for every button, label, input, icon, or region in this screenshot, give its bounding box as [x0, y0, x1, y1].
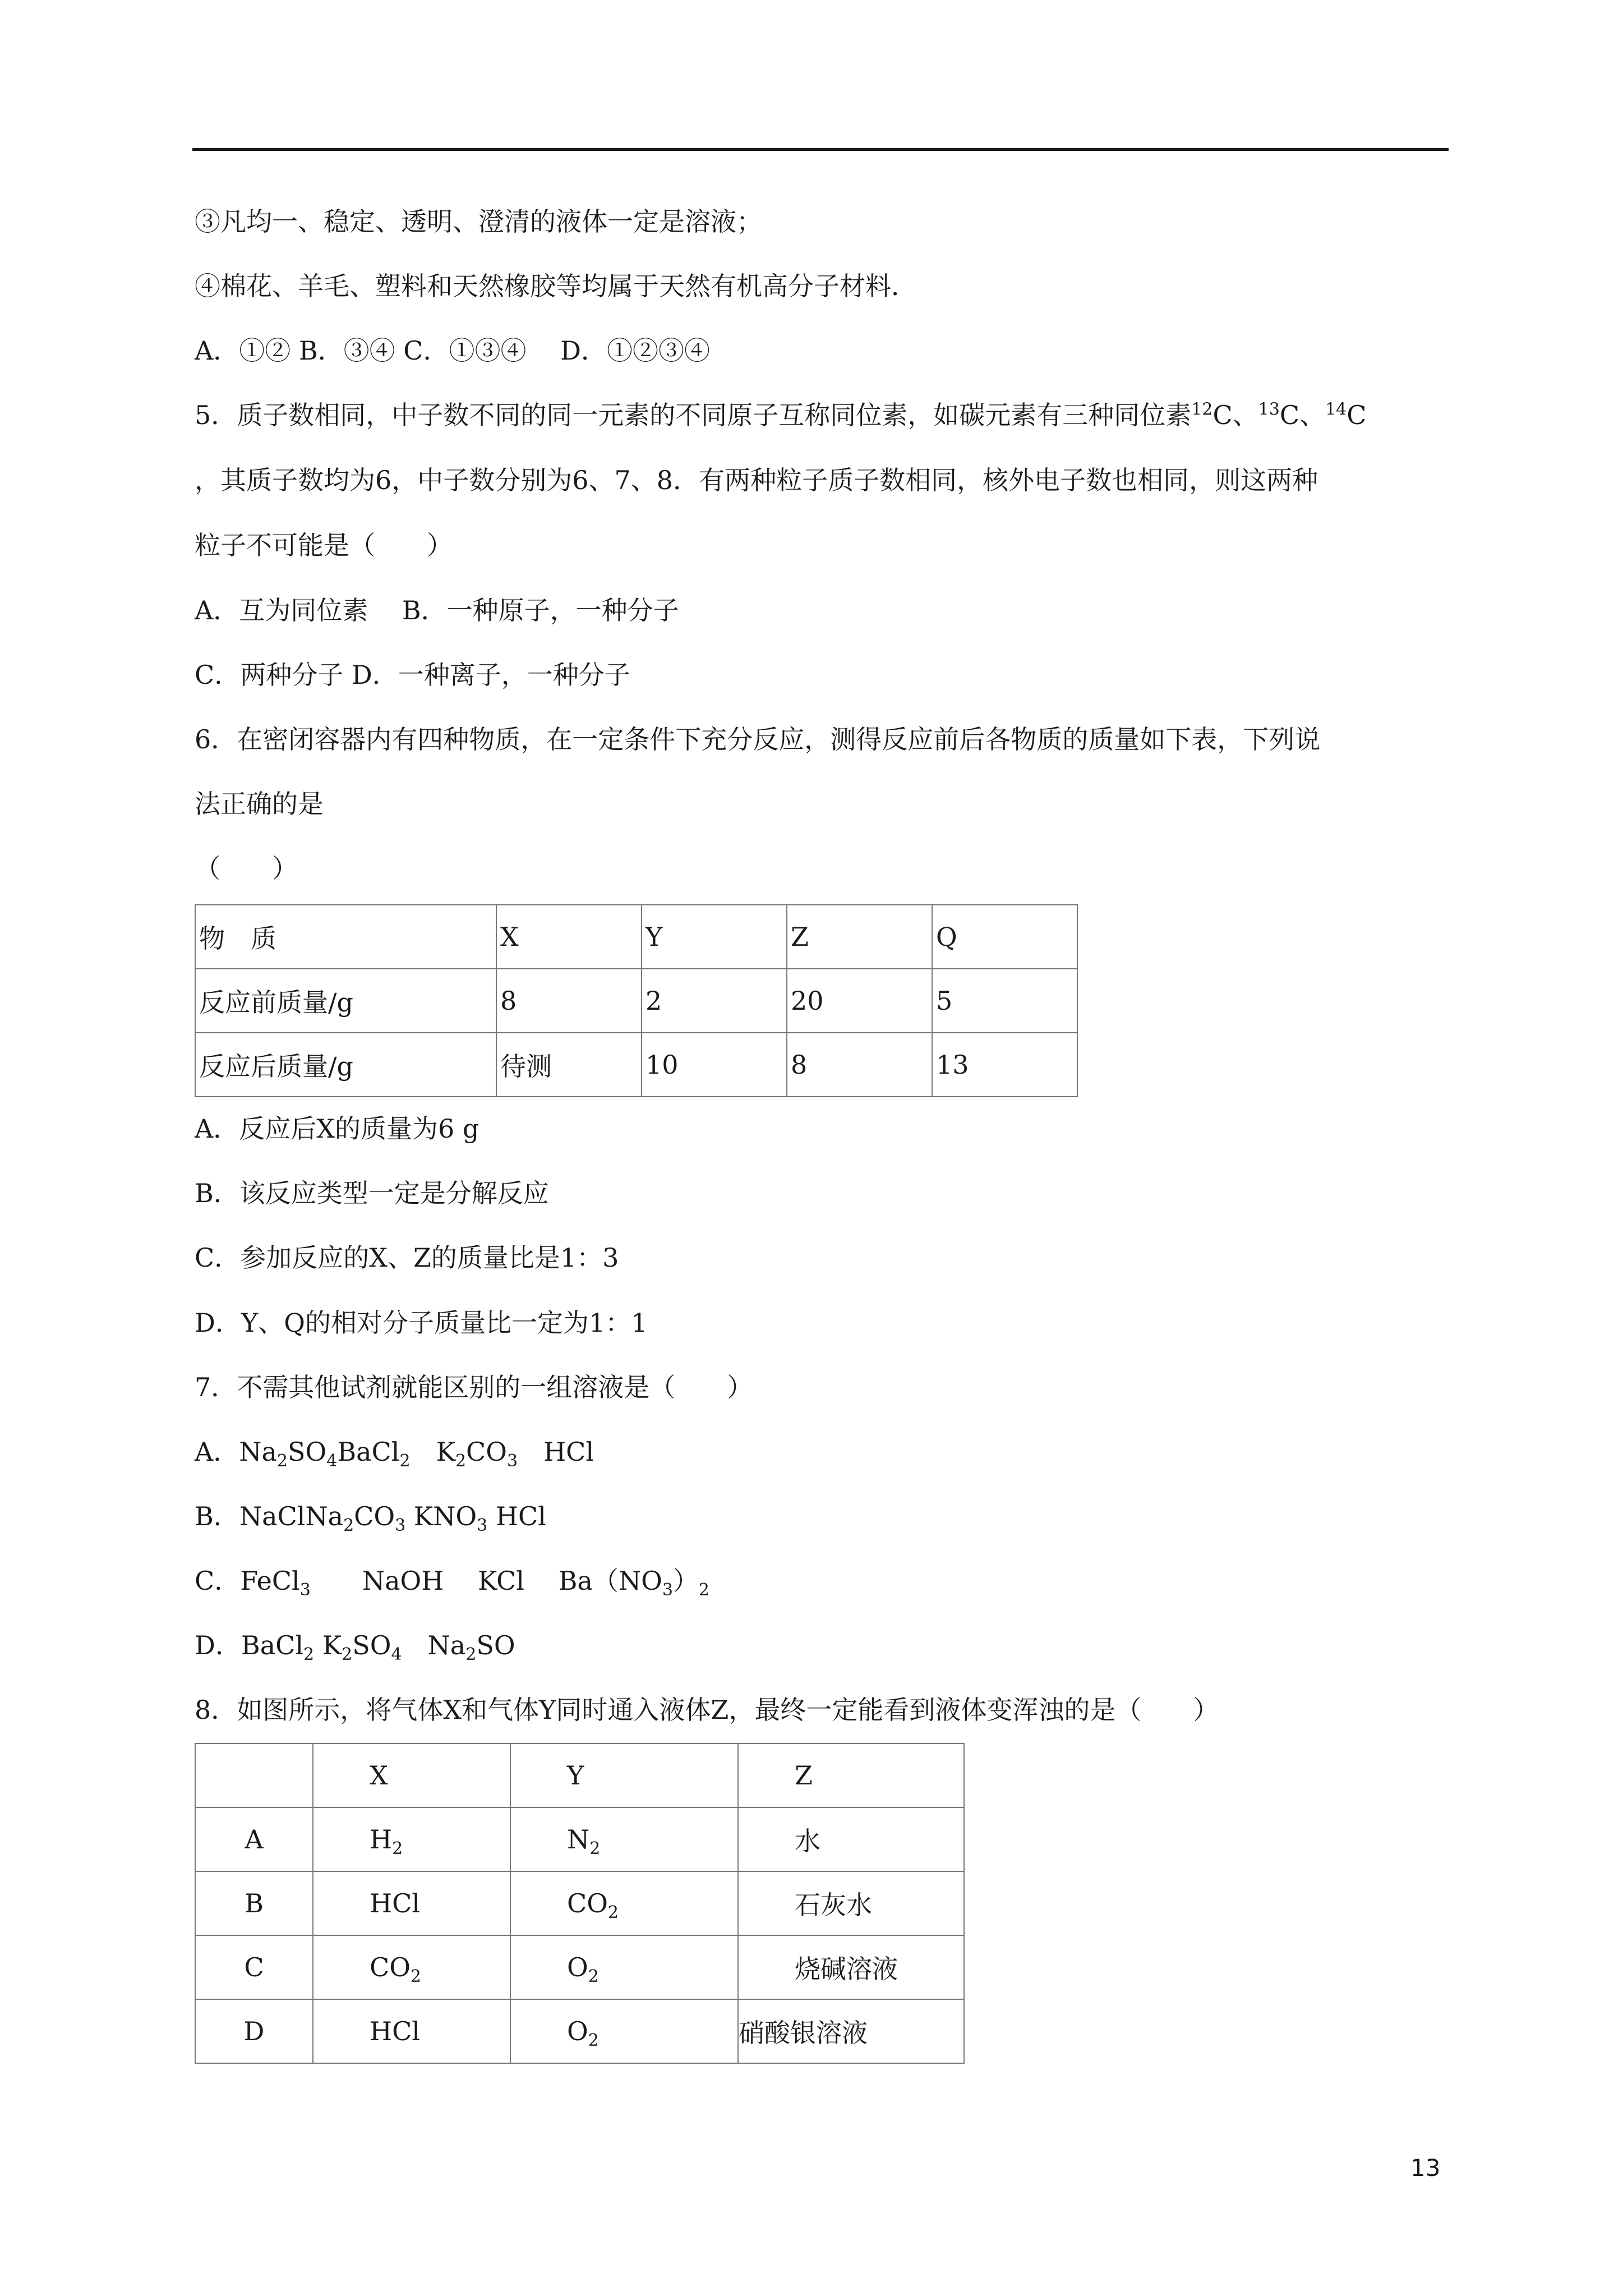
formula-part: HCl — [370, 2016, 421, 2046]
q7-option-c — [195, 1564, 709, 1598]
formula-sub: 2 — [698, 1580, 710, 1600]
formula-sub: 2 — [392, 1839, 403, 1859]
formula-part: NaClNa — [239, 1501, 344, 1531]
q4-statement-4: ④棉花、羊毛、塑料和天然橡胶等均属于天然有机高分子材料． — [195, 271, 917, 301]
table-row — [195, 1871, 964, 1935]
formula-part: O — [567, 1952, 588, 1982]
formula-part: FeCl — [240, 1566, 300, 1596]
formula-sub: 4 — [391, 1645, 402, 1665]
table-cell: 10 — [642, 1033, 787, 1097]
q4-statement-3: ③凡均一、稳定、透明、澄清的液体一定是溶液； — [195, 206, 762, 237]
formula-part: K — [410, 1437, 455, 1467]
q5-stem-line3: 粒子不可能是（ ） — [195, 530, 453, 560]
q8-stem: 8．如图所示，将气体X和气体Y同时通入液体Z，最终一定能看到液体变浑浊的是（ ） — [195, 1695, 1219, 1725]
isotope-sep: 、 — [1299, 400, 1326, 430]
table-row — [195, 969, 1077, 1033]
table-cell: 反应前质量/g — [195, 969, 496, 1033]
formula-part: HCl — [518, 1437, 594, 1467]
q7-option-d — [195, 1628, 515, 1665]
table-cell: Z — [738, 1743, 964, 1807]
option-label: A． — [195, 1437, 239, 1467]
table-cell: 5 — [932, 969, 1077, 1033]
q6-option-d: D．Y、Q的相对分子质量比一定为1：1 — [195, 1308, 648, 1338]
formula-part: CO — [567, 1888, 608, 1918]
formula-sub: 4 — [326, 1451, 338, 1471]
formula-part: BaCl — [337, 1437, 400, 1467]
formula-sub: 2 — [342, 1645, 353, 1665]
table-cell — [195, 1743, 313, 1807]
q5-stem-line1 — [195, 398, 1366, 432]
q6-stem-line2: 法正确的是 — [195, 789, 324, 819]
table-cell: 物 质 — [195, 905, 496, 969]
table-cell: 水 — [738, 1807, 964, 1871]
isotope-mass-12: 12 — [1191, 399, 1213, 420]
gas-liquid-table — [195, 1743, 965, 2064]
formula-sub: 2 — [455, 1451, 467, 1471]
table-cell: 石灰水 — [738, 1871, 964, 1935]
table-cell — [313, 1999, 510, 2063]
isotope-symbol: C — [1279, 400, 1300, 430]
formula-sub: 2 — [607, 1903, 619, 1923]
table-cell: D — [195, 1999, 313, 2063]
table-cell: 硝酸银溶液 — [738, 1999, 964, 2063]
formula-sub: 3 — [299, 1580, 311, 1600]
isotope-mass-14: 14 — [1325, 399, 1347, 420]
table-cell: 13 — [932, 1033, 1077, 1097]
q6-blank: （ ） — [195, 853, 298, 884]
table-cell: 2 — [642, 969, 787, 1033]
formula-part: HCl — [487, 1501, 546, 1531]
table-cell: Y — [642, 905, 787, 969]
formula-part: Na — [402, 1630, 466, 1660]
mass-table — [195, 904, 1078, 1097]
q5-options-cd: C．两种分子 D．一种离子，一种分子 — [195, 660, 630, 690]
table-cell: Z — [787, 905, 932, 969]
formula-part: CO — [370, 1952, 411, 1982]
formula-sub: 3 — [477, 1516, 488, 1536]
table-cell — [510, 1871, 738, 1935]
table-row — [195, 1743, 964, 1807]
formula-sub: 2 — [399, 1451, 411, 1471]
formula-part: HCl — [370, 1888, 421, 1918]
formula-sub: 3 — [395, 1516, 406, 1536]
formula-sub: 2 — [410, 1967, 422, 1987]
q6-option-b: B．该反应类型一定是分解反应 — [195, 1178, 549, 1208]
q7-option-a — [195, 1435, 594, 1469]
table-cell: 待测 — [496, 1033, 642, 1097]
isotope-mass-13: 13 — [1258, 399, 1280, 420]
q5-stem-line2: ，其质子数均为6，中子数分别为6、7、8．有两种粒子质子数相同，核外电子数也相同，则这两种 — [195, 465, 1318, 495]
table-cell: 反应后质量/g — [195, 1033, 496, 1097]
q6-option-c: C．参加反应的X、Z的质量比是1：3 — [195, 1243, 619, 1273]
formula-part: SO — [352, 1630, 391, 1660]
formula-sub: 2 — [588, 2031, 599, 2051]
formula-part: Na — [239, 1437, 277, 1467]
isotope-sep: 、 — [1232, 400, 1258, 430]
formula-part: H — [370, 1824, 393, 1855]
isotope-symbol: C — [1347, 400, 1367, 430]
table-cell: X — [496, 905, 642, 969]
q5-options-ab: A．互为同位素 B．一种原子，一种分子 — [195, 595, 679, 625]
table-cell: 8 — [496, 969, 642, 1033]
formula-part: K — [314, 1630, 342, 1660]
formula-part: SO — [288, 1437, 327, 1467]
header-rule — [192, 148, 1449, 151]
formula-part: O — [567, 2016, 588, 2046]
table-cell: Y — [510, 1743, 738, 1807]
option-label: C． — [195, 1566, 241, 1596]
q6-stem-line1: 6．在密闭容器内有四种物质，在一定条件下充分反应，测得反应前后各物质的质量如下表，下列说 — [195, 724, 1321, 754]
formula-part: CO — [354, 1501, 395, 1531]
table-cell — [313, 1935, 510, 1999]
formula-sub: 3 — [662, 1580, 673, 1600]
q7-stem: 7．不需其他试剂就能区别的一组溶液是（ ） — [195, 1372, 753, 1402]
table-cell: C — [195, 1935, 313, 1999]
option-label: D． — [195, 1630, 241, 1660]
table-cell: X — [313, 1743, 510, 1807]
table-row — [195, 1999, 964, 2063]
formula-sub: 2 — [343, 1516, 354, 1536]
table-cell — [313, 1807, 510, 1871]
formula-part: CO — [466, 1437, 507, 1467]
table-cell — [313, 1871, 510, 1935]
table-row — [195, 1807, 964, 1871]
table-cell: Q — [932, 905, 1077, 969]
table-cell — [510, 1807, 738, 1871]
isotope-symbol: C — [1212, 400, 1233, 430]
formula-sub: 2 — [589, 1839, 601, 1859]
formula-sub: 2 — [588, 1967, 599, 1987]
q6-option-a: A．反应后X的质量为6 g — [195, 1114, 479, 1144]
table-row — [195, 1033, 1077, 1097]
formula-part: SO — [476, 1630, 515, 1660]
formula-sub: 2 — [303, 1645, 315, 1665]
table-row — [195, 1935, 964, 1999]
formula-sub: 2 — [465, 1645, 477, 1665]
formula-sub: 2 — [276, 1451, 288, 1471]
formula-sub: 3 — [506, 1451, 518, 1471]
formula-part: ） — [672, 1566, 699, 1596]
q4-options: A．①② B．③④ C．①③④ D．①②③④ — [195, 335, 710, 366]
q5-text: 5．质子数相同，中子数不同的同一元素的不同原子互称同位素，如碳元素有三种同位素 — [195, 400, 1192, 430]
table-cell: 8 — [787, 1033, 932, 1097]
q7-option-b — [195, 1499, 546, 1536]
option-label: B． — [195, 1501, 239, 1531]
table-cell — [510, 1935, 738, 1999]
formula-part: BaCl — [241, 1630, 304, 1660]
table-cell: 20 — [787, 969, 932, 1033]
table-cell: B — [195, 1871, 313, 1935]
formula-part: N — [567, 1824, 590, 1855]
formula-part: KNO — [405, 1501, 477, 1531]
table-cell: 烧碱溶液 — [738, 1935, 964, 1999]
table-cell: A — [195, 1807, 313, 1871]
table-row — [195, 905, 1077, 969]
page-number: 13 — [1410, 2154, 1441, 2182]
formula-part: NaOH KCl Ba（NO — [310, 1566, 662, 1596]
table-cell — [510, 1999, 738, 2063]
